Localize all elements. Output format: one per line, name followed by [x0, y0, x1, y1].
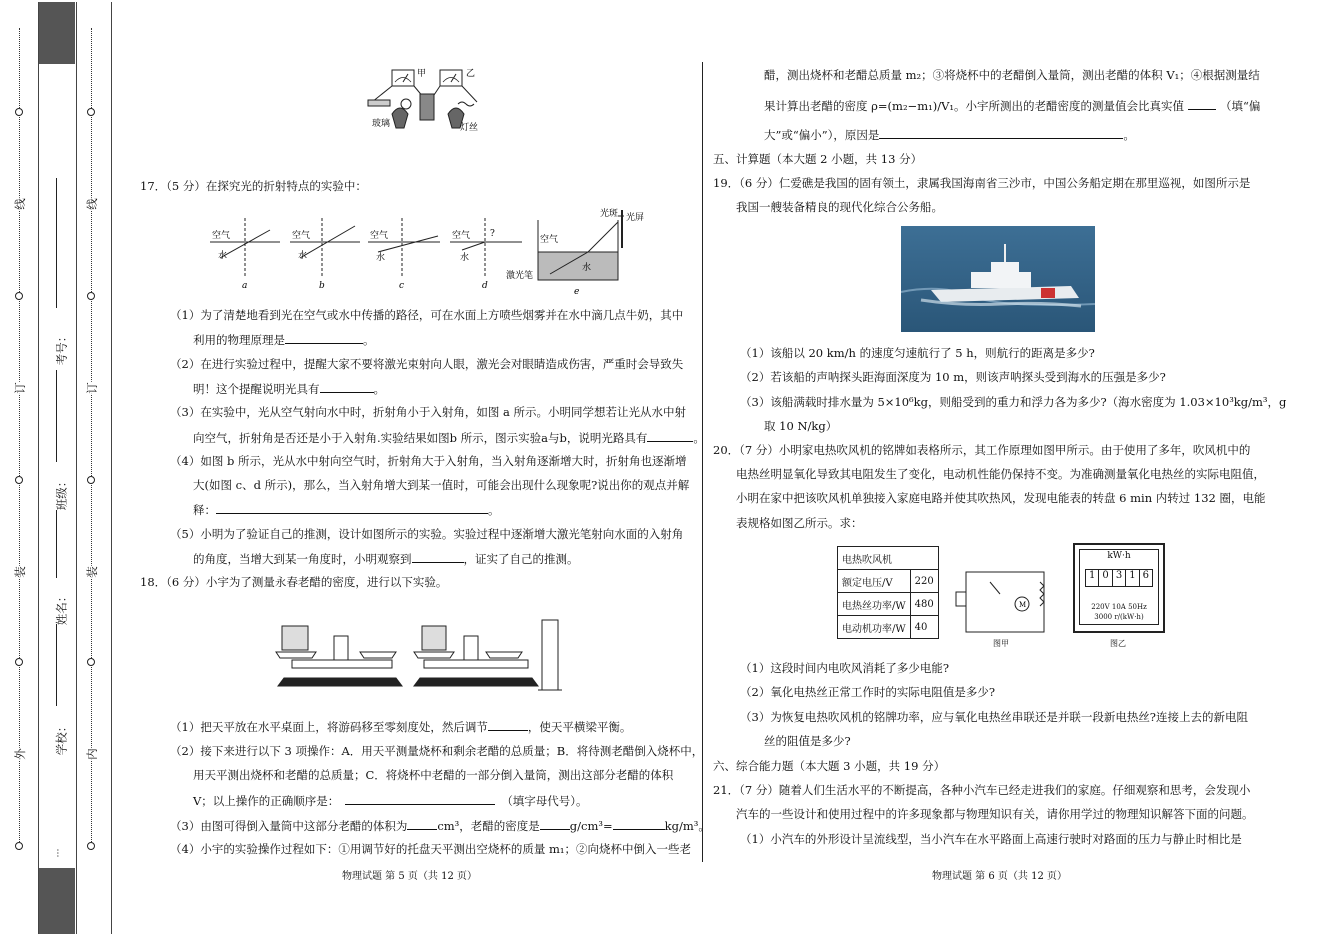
binding-hole	[15, 476, 23, 484]
outer-char: 线	[12, 198, 27, 210]
exam-number-field: 考号：	[54, 330, 69, 366]
q19-title: 19．（6 分）仁爱礁是我国的固有领土，隶属我国海南省三沙市，中国公务船定期在那里巡视，如图所示是	[713, 176, 1251, 190]
table-row: 电热丝功率/W 480	[838, 593, 939, 616]
q18-p1: （1）把天平放在水平桌面上，将游码移至零刻度处，然后调节 ，使天平横梁平衡。	[170, 720, 632, 734]
q18-title: 18．（6 分）小宇为了测量永春老醋的密度，进行以下实验。	[140, 575, 448, 589]
q17-p1: （1）为了清楚地看到光在空气或水中传播的路径，可在水面上方喷些烟雾并在水中滴几点牛奶，其中	[170, 308, 684, 322]
q18-cont-l1: 醋，测出烧杯和老醋总质量 m₂；③将烧杯中的老醋倒入量筒，测出老醋的体积 V₁；④根据测量结	[764, 68, 1260, 82]
svg-text:水: 水	[460, 253, 470, 263]
meter-spec: 220V 10A 50Hz	[1091, 603, 1147, 611]
label-jia: 甲	[417, 69, 427, 79]
refraction-figure	[210, 208, 650, 296]
inner-char: 装	[84, 566, 99, 578]
meter-digits: 1 0 3 1 6	[1085, 569, 1153, 587]
ship-photo	[901, 226, 1095, 332]
svg-text:光屏: 光屏	[626, 213, 645, 223]
outer-char: 订	[12, 382, 27, 394]
inner-char: 线	[84, 198, 99, 210]
q19-p3: （3）该船满载时排水量为 5×10⁶kg，则船受到的重力和浮力各为多少?（海水密度为 1.03×10³kg/m³，g	[740, 395, 1287, 409]
q17-p3-cont: 向空气，折射角是否还是小于入射角.实验结果如图b 所示，图示实验a与b，说明光路具有 。	[193, 431, 705, 445]
q17-title: 17．（5 分）在探究光的折射特点的实验中：	[140, 179, 367, 193]
svg-text:空气: 空气	[370, 231, 389, 241]
inner-dotted-line	[91, 28, 92, 850]
outer-char: 外	[12, 748, 27, 760]
q18-cont-l3: 大”或“偏小”），原因是 。	[764, 128, 1135, 142]
binding-strip	[0, 0, 112, 936]
svg-text:空气: 空气	[452, 231, 471, 241]
q17-p4-answer: 释： 。	[193, 503, 500, 517]
q18-p3: （3）由图可得倒入量筒中这部分老醋的体积为 cm³，老醋的密度是 g/cm³= kg/m³。	[170, 819, 710, 833]
svg-text:e: e	[574, 287, 580, 296]
q19-p1: （1）该船以 20 km/h 的速度匀速航行了 5 h，则航行的距离是多少?	[740, 346, 1095, 360]
binding-hole	[87, 658, 95, 666]
binding-hole	[15, 108, 23, 116]
binding-hole	[87, 292, 95, 300]
q19-p3-cont: 取 10 N/kg）	[764, 419, 838, 433]
q21-l2: 汽车的一些设计和使用过程中的许多现象都与物理知识有关，请你用学过的物理知识解答下面的问题。	[736, 807, 1254, 821]
right-footer: 物理试题 第 6 页（共 12 页）	[932, 871, 1067, 882]
q17-p5: （5）小明为了验证自己的推测，设计如图所示的实验。实验过程中逐渐增大激光笔射向水面的入射角	[170, 527, 684, 541]
page-divider	[702, 62, 703, 862]
caption-yi: 图乙	[1110, 639, 1126, 648]
svg-text:?: ?	[490, 229, 495, 239]
q18-p4: （4）小宇的实验操作过程如下：①用调节好的托盘天平测出空烧杯的质量 m₁；②向烧杯中倒入一些老	[170, 842, 691, 856]
svg-text:a: a	[242, 281, 248, 291]
svg-text:d: d	[482, 281, 488, 291]
binding-hole	[15, 292, 23, 300]
q20-title: 20．（7 分）小明家电热吹风机的铭牌如表格所示，其工作原理如图甲所示。由于使用了多年，吹风机中的	[713, 443, 1251, 457]
q21-p1: （1）小汽车的外形设计呈流线型，当小汽车在水平路面上高速行驶时对路面的压力与静止时相比是	[740, 832, 1242, 846]
q19-p2: （2）若该船的声呐探头距海面深度为 10 m，则该声呐探头受到海水的压强是多少?	[740, 370, 1166, 384]
q18-cont-l2: 果计算出老醋的密度 ρ=(m₂−m₁)/V₁。小宇所测出的老醋密度的测量值会比真实值 （填“偏	[764, 99, 1261, 113]
q18-p2-cont: 用天平测出烧杯和老醋的总质量；C．将烧杯中老醋的一部分倒入量筒，测出这部分老醋的体积	[193, 768, 674, 782]
svg-text:光斑: 光斑	[600, 209, 619, 219]
q20-p2: （2）氧化电热丝正常工作时的实际电阻值是多少?	[740, 685, 995, 699]
school-field: 学校：	[54, 720, 69, 756]
svg-text:空气: 空气	[540, 235, 559, 245]
q20-l4: 表规格如图乙所示。求：	[736, 516, 863, 530]
label-filament: 灯丝	[460, 123, 479, 133]
meter-constant: 3000 r/(kW·h)	[1094, 613, 1144, 621]
binding-hole	[15, 658, 23, 666]
class-field: 班级：	[54, 475, 69, 511]
q20-p1: （1）这段时间内电吹风消耗了多少电能?	[740, 661, 949, 675]
q18-p2-answer: V；以上操作的正确顺序是： （填字母代号）。	[193, 794, 588, 808]
svg-text:空气: 空气	[292, 231, 311, 241]
balance-figure	[272, 618, 572, 694]
meter-unit: kW·h	[1107, 551, 1131, 561]
q17-p3: （3）在实验中，光从空气射向水中时，折射角小于入射角，如图 a 所示。小明同学想若让光从水中射	[170, 405, 686, 419]
svg-text:水: 水	[218, 251, 228, 261]
hair-dryer-spec-table	[837, 546, 939, 639]
q17-p5-cont: 的角度，当增大到某一角度时，小明观察到 ，证实了自己的推测。	[193, 552, 579, 566]
left-footer: 物理试题 第 5 页（共 12 页）	[342, 871, 477, 882]
q17-p4-cont: 大(如图 c、d 所示)，那么，当入射角增大到某一值时，可能会出现什么现象呢?说出你的观点并解	[193, 478, 690, 492]
q17-p2: （2）在进行实验过程中，提醒大家不要将激光束射向人眼，激光会对眼睛造成伤害，严重时会导致失	[170, 357, 684, 371]
spec-table-header: 电热吹风机	[838, 547, 939, 570]
q18-p2: （2）接下来进行以下 3 项操作：A．用天平测量烧杯和剩余老醋的总质量；B．将待测老醋倒入烧杯中，	[170, 744, 704, 758]
circuit-diagram-jia	[950, 562, 1054, 640]
q17-p2-cont: 明！这个提醒说明光具有 。	[193, 382, 385, 396]
section-5-heading: 五、计算题（本大题 2 小题，共 13 分）	[713, 152, 923, 166]
q20-l2: 电热丝明显氧化导致其电阻发生了变化，电动机性能仍保持不变。为准确测量氧化电热丝的实际电阻值，	[736, 467, 1265, 481]
svg-text:M: M	[1019, 601, 1027, 609]
energy-meter	[1073, 543, 1165, 633]
section-6-heading: 六、综合能力题（本大题 3 小题，共 19 分）	[713, 759, 946, 773]
table-row: 电动机功率/W 40	[838, 616, 939, 639]
svg-text:c: c	[399, 281, 405, 291]
svg-text:b: b	[319, 281, 325, 291]
binding-hole	[87, 842, 95, 850]
outer-dotted-line	[19, 28, 20, 850]
inner-char: 订	[84, 382, 99, 394]
svg-text:空气: 空气	[212, 231, 231, 241]
binding-hole	[15, 842, 23, 850]
q17-p4: （4）如图 b 所示，光从水中射向空气时，折射角大于入射角，当入射角逐渐增大时，折射角也逐渐增	[170, 454, 687, 468]
caption-jia: 图甲	[993, 639, 1009, 648]
strip-ellipsis: …	[51, 848, 62, 858]
svg-text:水: 水	[298, 251, 308, 261]
q21-title: 21．（7 分）随着人们生活水平的不断提高，各种小汽车已经走进我们的家庭。仔细观察和思考，会发现小	[713, 783, 1251, 797]
svg-text:水: 水	[376, 253, 386, 263]
table-row: 额定电压/V 220	[838, 570, 939, 593]
strip-frame	[76, 2, 112, 934]
inner-char: 内	[84, 748, 99, 760]
outer-char: 装	[12, 566, 27, 578]
q17-p1-cont: 利用的物理原理是 。	[193, 333, 375, 347]
q20-p3-cont: 丝的阻值是多少?	[764, 734, 851, 748]
q19-l2: 我国一艘装备精良的现代化综合公务船。	[736, 200, 943, 214]
svg-text:激光笔: 激光笔	[506, 271, 534, 281]
q20-p3: （3）为恢复电热吹风机的铭牌功率，应与氧化电热丝串联还是并联一段新电热丝?连接上去的新电阻	[740, 710, 1248, 724]
name-field: 姓名：	[54, 590, 69, 626]
binding-hole	[87, 108, 95, 116]
q20-l3: 小明在家中把该吹风机单独接入家庭电路并使其吹热风，发现电能表的转盘 6 min 内转过 132 圈，电能	[736, 491, 1266, 505]
svg-text:水: 水	[582, 263, 592, 273]
binding-hole	[87, 476, 95, 484]
label-yi: 乙	[466, 69, 476, 79]
label-glass: 玻璃	[372, 119, 391, 129]
conductivity-figure	[362, 64, 492, 144]
